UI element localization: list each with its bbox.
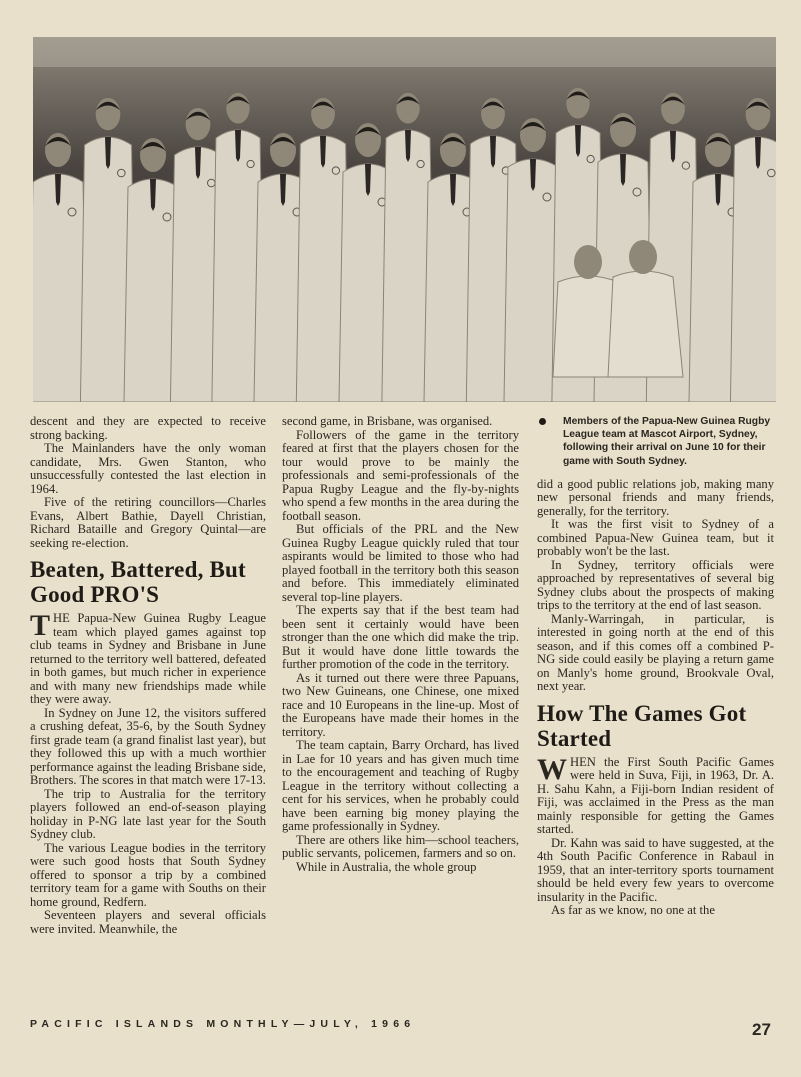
- paragraph: second game, in Brisbane, was organised.: [282, 414, 493, 428]
- paragraph: Five of the retiring councillors—Charles Evans, Albert Bathie, Dayell Christian, Richard Bataille and Gregory Quintal—are seeking re-election.: [30, 495, 266, 550]
- page-number: 27: [752, 1020, 771, 1039]
- column-1: [30, 415, 266, 936]
- paragraph: It was the first visit to Sydney of a combined Papua-New Guinea team, but it probably won't be the last.: [537, 517, 774, 559]
- column-3: [537, 415, 774, 918]
- drop-cap: T: [30, 609, 51, 642]
- paragraph: The trip to Australia for the territory players followed an end-of-season playing holiday in P-NG late last year for the South Sydney club.: [30, 786, 266, 841]
- paragraph: In Sydney, territory officials were approached by representatives of several big Sydney clubs about the prospects of making trips to the territory at the end of last season.: [537, 557, 774, 613]
- team-photo-illustration: [33, 37, 776, 402]
- caption-text: Members of the Papua-New Guinea Rugby League team at Mascot Airport, Sydney, following their arrival on June 10 for their game with South Sydney.: [563, 416, 771, 467]
- team-photo: [33, 37, 776, 402]
- paragraph: Manly-Warringah, in particular, is interested in going north at the end of this season, and if this comes off a combined P-NG side could easily be playing a return game on Manly's home ground, Brookvale Oval, next year.: [537, 611, 774, 694]
- paragraph: The experts say that if the best team had been sent it certainly would have been stronger than the one which did make the trip. But it would have done little towards the further promotion of the code in the territory.: [282, 603, 519, 671]
- headline-beaten-battered: Beaten, Battered, But Good PRO'S: [30, 557, 246, 607]
- paragraph: The team captain, Barry Orchard, has lived in Lae for 10 years and has given much time to the encouragement and teaching of Rugby League in the territory without collecting a cent for his services, when he probably could have been earning big money playing the game professionally in Sydney.: [282, 738, 519, 833]
- bullet-icon: [539, 418, 546, 425]
- paragraph: But officials of the PRL and the New Guinea Rugby League quickly ruled that tour aspirants would be limited to those who had played football in the territory both this season and before. This immediately eliminated several top-line players.: [282, 522, 519, 604]
- paragraph-text: HEN the First South Pacific Games were held in Suva, Fiji, in 1963, Dr. A. H. Sahu Kahn, a Fiji-born Indian resident of Fiji, was acclaimed in the Press as the man mainly responsible for getting the Games started.: [537, 754, 774, 837]
- paragraph: Followers of the game in the territory feared at first that the players chosen for the tour would prove to be mainly the professionals and semi-professionals of the Papua Rugby League and the fly-by-nights who spend a few months in the area during the football season.: [282, 427, 519, 523]
- paragraph: In Sydney on June 12, the visitors suffered a crushing defeat, 35-6, by the South Sydney first grade team (a grand finalist last year), but they followed this up with a much worthier performance against the leading Brisbane side, Brothers. The scores in that match were 17-13.: [30, 705, 266, 787]
- paragraph: [537, 752, 774, 837]
- photo-caption: [537, 415, 774, 468]
- paragraph: Dr. Kahn was said to have suggested, at the 4th South Pacific Conference in Rabaul in 1959, that an inter-territory sports tournament should be held every few years to overcome insularity in the Pacific.: [537, 835, 774, 904]
- paragraph: did a good public relations job, making many new personal friends and many friends, generally, for the territory.: [537, 476, 774, 518]
- paragraph-text: HE Papua-New Guinea Rugby League team which played games against top club teams in Sydney and Brisbane in June returned to the territory well battered, defeated in both games, but much richer in experience and with many new friendships made while they were away.: [30, 611, 266, 706]
- paragraph: descent and they are expected to receive strong backing.: [30, 414, 266, 442]
- paragraph: Seventeen players and several officials were invited. Meanwhile, the: [30, 908, 266, 936]
- column-2: [282, 415, 519, 874]
- paragraph: While in Australia, the whole group: [296, 859, 477, 874]
- paragraph: The Mainlanders have the only woman candidate, Mrs. Gwen Stanton, who unsuccessfully contested the last election in 1964.: [30, 441, 266, 496]
- paragraph: The various League bodies in the territory were such good hosts that South Sydney offered to sponsor a trip by a combined territory team for a game with Souths on their home ground, Redfern.: [30, 840, 266, 909]
- paragraph: [30, 609, 266, 707]
- paragraph: As it turned out there were three Papuans, two New Guineans, one Chinese, one mixed race and 10 Europeans in the line-up. Most of the Europeans have made their homes in the territory.: [282, 670, 519, 739]
- running-footer: PACIFIC ISLANDS MONTHLY—JULY, 1966: [30, 1018, 416, 1030]
- paragraph: As far as we know, no one at the: [551, 903, 715, 918]
- paragraph: There are others like him—school teachers, public servants, policemen, farmers and so on.: [282, 832, 519, 860]
- drop-cap: W: [537, 752, 567, 786]
- headline-how-games-started: How The Games Got Started: [537, 700, 747, 751]
